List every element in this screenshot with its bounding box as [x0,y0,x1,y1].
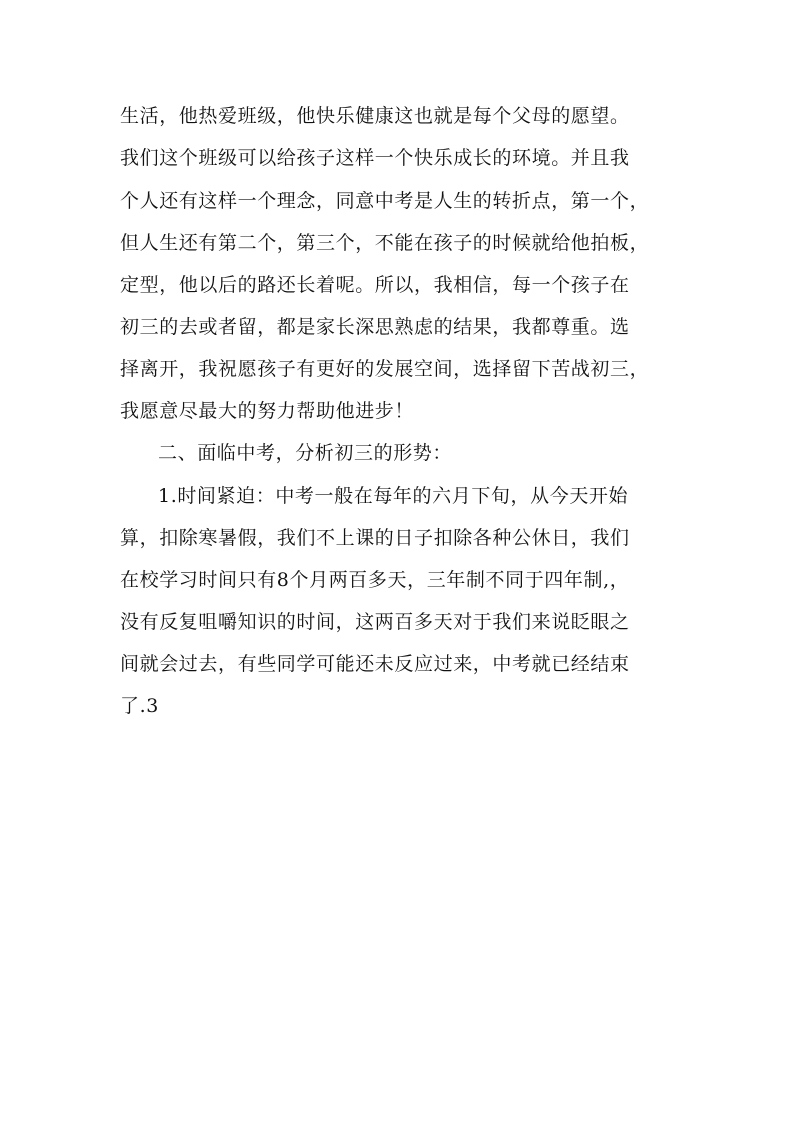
paragraph-line: 生活，他热爱班级，他快乐健康这也就是每个父母的愿望。 [120,105,630,127]
paragraph-line: 间就会过去，有些同学可能还未反应过来，中考就已经结束 [120,653,630,675]
paragraph-line: 定型，他以后的路还长着呢。所以，我相信，每一个孩子在 [120,274,630,296]
paragraph-line: 算，扣除寒暑假，我们不上课的日子扣除各种公休日，我们 [120,527,630,549]
paragraph-line: 没有反复咀嚼知识的时间，这两百多天对于我们来说眨眼之 [120,611,630,633]
paragraph-line: 我愿意尽最大的努力帮助他进步！ [120,400,415,422]
section-heading: 二、面临中考，分析初三的形势： [158,442,453,464]
paragraph-line: 在校学习时间只有8个月两百多天，三年制不同于四年制,， [120,569,630,591]
paragraph-line: 择离开，我祝愿孩子有更好的发展空间，选择留下苦战初三， [120,358,650,380]
paragraph-line: 但人生还有第二个，第三个，不能在孩子的时候就给他拍板， [120,232,650,254]
paragraph-line: 了.3 [120,695,159,717]
list-item-heading: 1.时间紧迫：中考一般在每年的六月下旬，从今天开始 [158,485,629,507]
paragraph-line: 初三的去或者留，都是家长深思熟虑的结果，我都尊重。选 [120,316,630,338]
paragraph-line: 个人还有这样一个理念，同意中考是人生的转折点，第一个， [120,190,650,212]
paragraph-line: 我们这个班级可以给孩子这样一个快乐成长的环境。并且我 [120,147,630,169]
